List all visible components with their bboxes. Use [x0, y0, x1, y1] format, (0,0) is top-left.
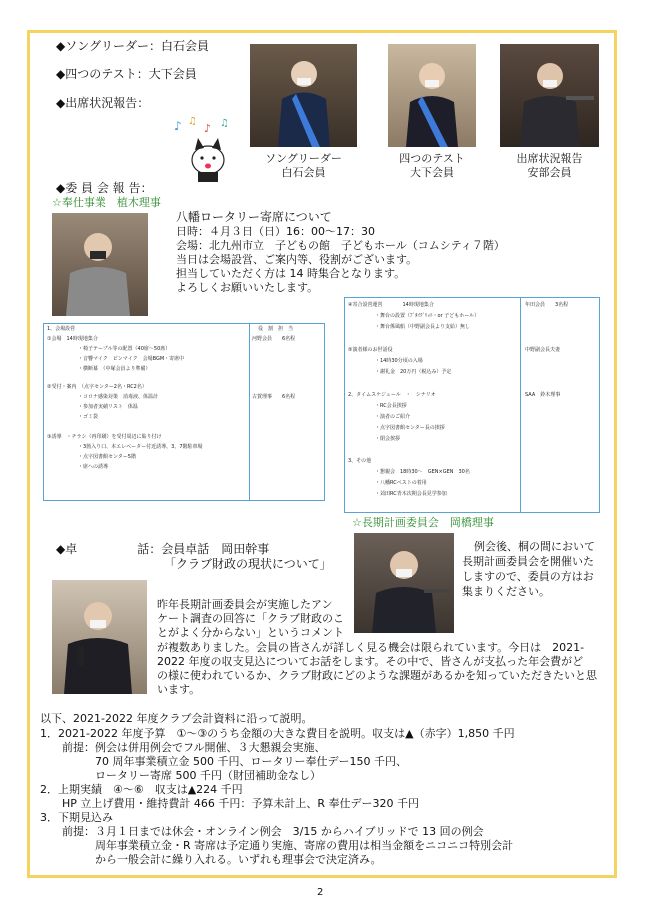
table-left-row: ①会場 14時現地集合 [47, 336, 98, 342]
caption-four-2: 大下会員 [410, 166, 454, 179]
four-tests-line: ◆四つのテスト：大下会員 [56, 67, 197, 81]
table-left-role: 古賀理事 6名程 [252, 394, 296, 400]
detail-line: 前提：３月１日までは休会・オンライン例会 3/15 からハイブリッドで 13 回の例会 [40, 825, 484, 838]
table-left-role: 河野会員 6名程 [252, 336, 296, 342]
caption-song-1: ソングリーダー [265, 152, 342, 165]
long-term-title: ☆長期計画委員会 岡橋理事 [352, 516, 494, 529]
svg-text:♪: ♪ [204, 122, 212, 135]
detail-line: 以下、2021-2022 年度クラブ会計資料に沿って説明。 [40, 712, 313, 725]
speech-intro-3: とがよく分からない」というコメント [157, 626, 344, 639]
detail-line: 70 周年事業積立金 500 千円、ロータリー奉仕デー150 千円、 [40, 755, 407, 768]
table-left-row: ・ゴミ袋 [78, 414, 99, 420]
table-right-row: 2、タイムスケジュール ・ シナリオ [348, 392, 436, 398]
long-term-text-1: 例会後、桐の間において [474, 540, 595, 553]
table-right-row: ・舞台係風船（中野副会長より支給）無し [375, 324, 471, 330]
table-right-row: ・演者のご紹介 [375, 414, 411, 420]
event-line-3: 当日は会場設営、ご案内等、役割がございます。 [176, 253, 418, 266]
speech-title: 「クラブ財政の現状について」 [164, 557, 332, 571]
event-line-2: 会場：北九州市立 子どもの館 子どもホール（コムシティ７階） [176, 239, 505, 252]
speech-body-4: います。 [157, 683, 201, 696]
table-right-row: ・八幡RCベストの着用 [375, 480, 427, 486]
table-right-row: ・14時30分頃の入場 [375, 358, 423, 364]
speech-label: ◆卓 話：会員卓話 岡田幹事 [56, 542, 270, 556]
long-term-text-2: 長期計画委員会を開催いた [462, 555, 594, 568]
table-right-row: ・点字図書館センター長の挨拶 [375, 425, 445, 431]
event-line-5: よろしくお願いいたします。 [176, 281, 319, 294]
caption-att-2: 安部会員 [527, 166, 572, 179]
svg-text:♫: ♫ [220, 118, 229, 129]
detail-line: 前提：例会は併用例会でフル開催、３大懇親会実施、 [40, 741, 326, 754]
event-line-4: 担当していただく方は 14 時集合となります。 [176, 267, 406, 280]
speech-body-2: 2022 年度の収支見込についてお話をします。その中で、皆さんが支払った年会費がど [157, 655, 584, 668]
photo-okada [52, 580, 147, 694]
table-left-row: ・椅子テーブル等の配置（40席～50席） [78, 346, 171, 352]
table-left-row: ・3箇入り口、本エレベーター付近誘導、3、7階駐車場 [78, 444, 203, 450]
detail-line: ロータリー寄席 500 千円（財団補助金なし） [40, 769, 321, 782]
photo-four-tests [388, 44, 476, 147]
service-committee-title: ☆奉仕事業 植木理事 [52, 196, 161, 209]
table-left-row: ・点字図書館センター5階 [78, 454, 136, 460]
photo-okahashi [354, 533, 454, 633]
table-right-row: ④寄合設営運営 14時現地集合 [348, 302, 434, 308]
table-right-row: 3、その他 [348, 458, 372, 464]
svg-text:♫: ♫ [188, 116, 197, 127]
table-left-row: ・音響マイク ピンマイク 会場BGM・寄席中 [78, 356, 185, 362]
detail-line: 3．下期見込み [40, 811, 113, 824]
caption-song-2: 白石会員 [281, 166, 326, 179]
photo-song-leader [250, 44, 357, 147]
table-right-role: 中野副会長夫妻 [525, 347, 561, 353]
long-term-text-4: 集まりください。 [462, 585, 550, 598]
page-number: 2 [317, 887, 324, 898]
table-right-row: ・謝礼金 20万円（税込み）予定 [375, 369, 452, 375]
event-line-1: 日時：４月３日（日）16：00～17：30 [176, 225, 375, 238]
singing-cat-illustration [168, 112, 240, 184]
detail-line: から一般会計に繰り入れる。いずれも理事会で決定済み。 [40, 853, 382, 866]
svg-text:♪: ♪ [174, 119, 182, 133]
photo-attendance [500, 44, 599, 147]
song-leader-line: ◆ソングリーダー：白石会員 [56, 39, 209, 53]
table-right-role: SAA 鈴木理事 [525, 392, 561, 398]
table-right-row: ・懇親会 18時30～ GEN×GEN 30名 [375, 469, 470, 475]
table-left-row: ・席への誘導 [78, 464, 109, 470]
table-right-row: ・苅田RC青木次期会長見学参加 [375, 491, 447, 497]
table-left-row: ③誘導 ・チラシ（再印刷）を受付周辺に貼り付け [47, 434, 162, 440]
table-left-row: ・参加者実績リスト 体温 [78, 404, 138, 410]
table-left-row: ・コロナ感染対策 消毒液、体温計 [78, 394, 159, 400]
table-right-row: ・舞台の設置（ﾌﾞﾀｲｸﾞﾘｯﾄ・or 子どもホール） [375, 313, 480, 319]
table-left-row: ②受付・案内 （点字センター2名・RC2名） [47, 384, 147, 390]
long-term-text-3: しますので、委員の方はお [462, 570, 594, 583]
attendance-line: ◆出席状況報告： [56, 96, 150, 110]
speech-body-1: が複数ありました。会員の皆さんが詳しく見る機会は限られています。今日は 2021- [157, 641, 585, 654]
detail-line: 2．上期実績 ④～⑥ 収支は▲224 千円 [40, 783, 243, 796]
table-left-role-head: 役 割 担 当 [258, 326, 294, 332]
caption-four-1: 四つのテスト [399, 152, 465, 165]
detail-line: 1．2021-2022 年度予算 ①～③のうち金額の大きな費目を説明。収支は▲（赤字）1,850 千円 [40, 727, 515, 740]
event-title: 八幡ロータリー寄席について [176, 210, 332, 224]
detail-line: HP 立上げ費用・維持費計 466 千円：予算未計上、R 奉仕デー320 千円 [40, 797, 420, 810]
table-left-row: 1、会場設営 [47, 326, 76, 332]
table-right-row: ⑤演者様のお世話役 [348, 347, 393, 353]
committee-heading: ◆委 員 会 報 告： [56, 181, 153, 195]
photo-ueki [52, 213, 148, 316]
speech-intro-1: 昨年長期計画委員会が実施したアン [157, 598, 333, 611]
table-left-row: ・横断幕 （中塚会員より準備） [78, 366, 151, 372]
table-right-row: ・閉会挨拶 [375, 436, 401, 442]
table-right-role: 年田会員 3名程 [525, 302, 569, 308]
table-right-row: ・RC会長挨拶 [375, 403, 407, 409]
speech-body-3: の様に使われているか、クラブ財政にどのような課題があるかを知っていただきたいと思 [157, 669, 597, 682]
speech-intro-2: ケート調査の回答に「クラブ財政のこ [157, 612, 344, 625]
caption-att-1: 出席状況報告 [516, 152, 583, 165]
detail-line: 周年事業積立金・R 寄席は予定通り実施、寄席の費用は相当金額をニコニコ特別会計 [40, 839, 514, 852]
